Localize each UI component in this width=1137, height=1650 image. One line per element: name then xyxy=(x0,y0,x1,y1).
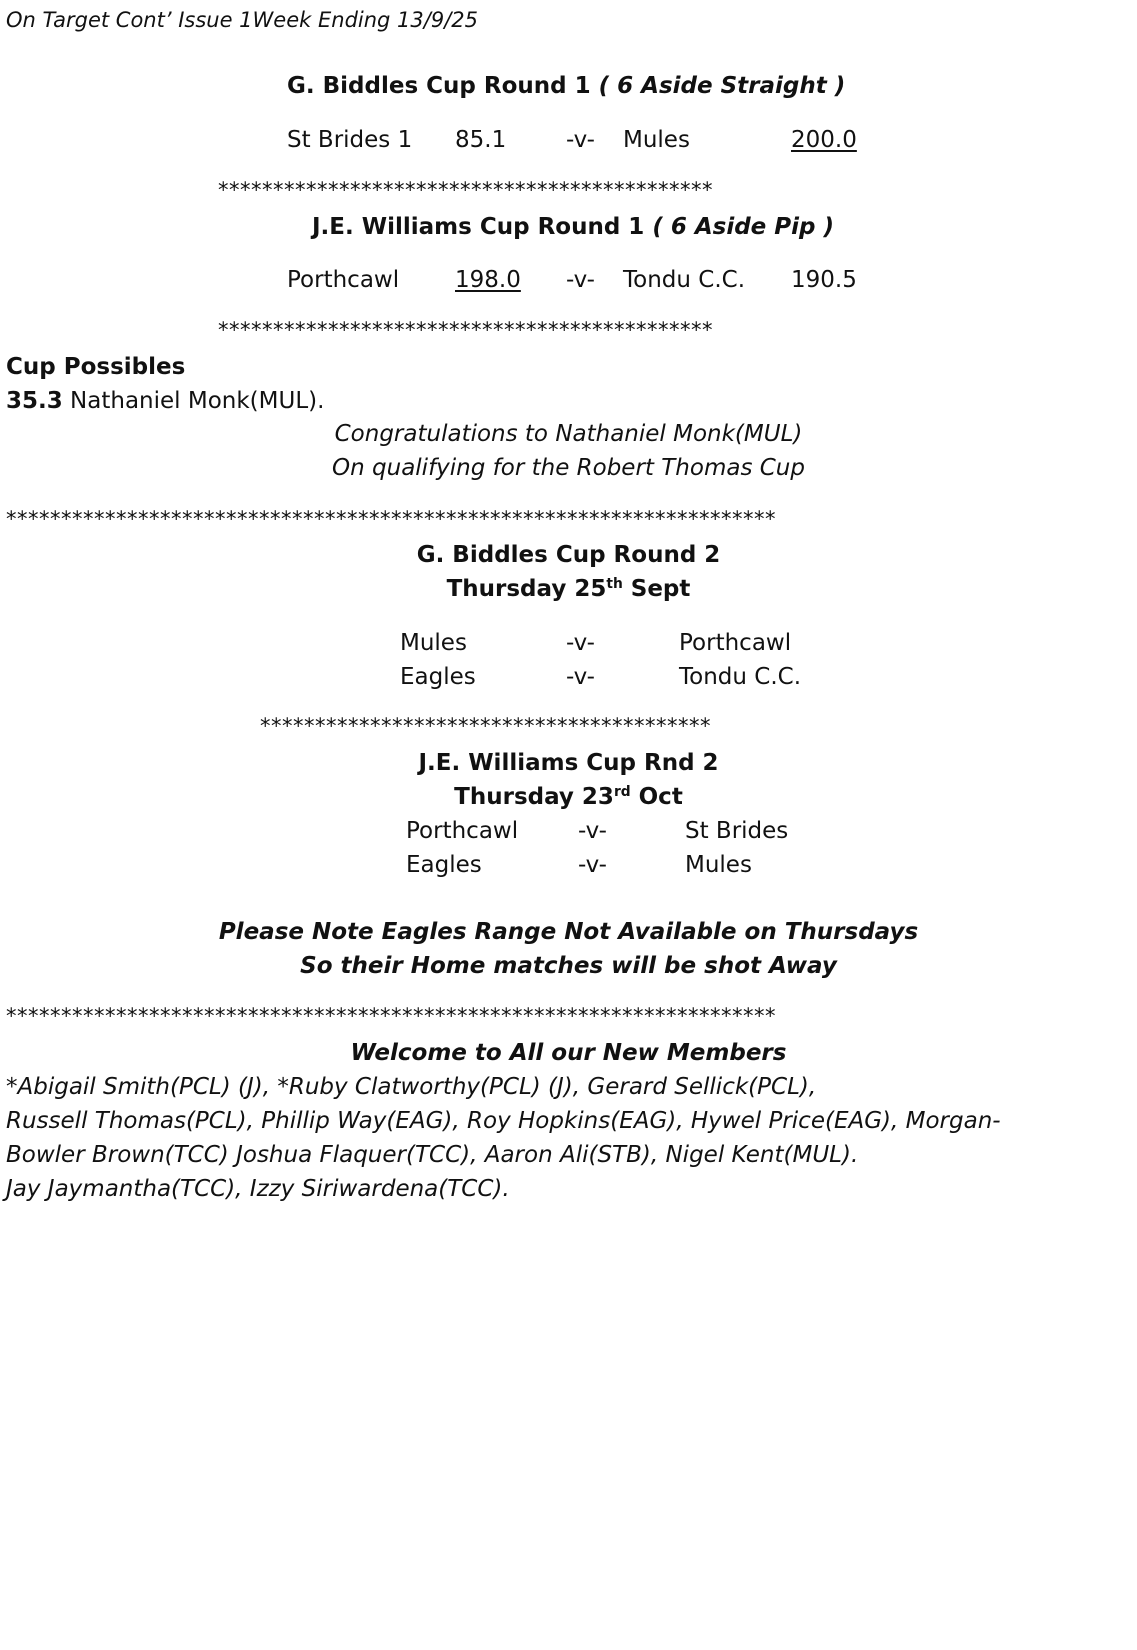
member-line: *Abigail Smith(PCL) (J), *Ruby Clatworthy(PCL) (J), Gerard Sellick(PCL), xyxy=(6,1074,817,1100)
welcome-heading: Welcome to All our New Members xyxy=(350,1040,787,1066)
fixture-vs: -v- xyxy=(566,664,595,690)
fixture-home: Eagles xyxy=(400,664,476,690)
result-score-a: 198.0 xyxy=(455,267,521,293)
cup-possibles-heading: Cup Possibles xyxy=(6,354,186,380)
notice-line: Please Note Eagles Range Not Available on Thursdays xyxy=(218,919,919,945)
round-date-month: Oct xyxy=(630,784,683,810)
fixture-away: St Brides xyxy=(685,818,789,844)
congrats-line: On qualifying for the Robert Thomas Cup xyxy=(332,455,805,481)
cup-possibles-entry xyxy=(6,388,324,414)
section-title-format: ( 6 Aside Pip ) xyxy=(652,214,835,240)
result-team-a: Porthcawl xyxy=(287,267,400,293)
fixture-away: Porthcawl xyxy=(679,630,792,656)
member-line: Bowler Brown(TCC) Joshua Flaquer(TCC), Aaron Ali(STB), Nigel Kent(MUL). xyxy=(6,1142,859,1168)
separator: ********************************************* xyxy=(218,178,713,202)
section-title-text: G. Biddles Cup Round 1 xyxy=(287,73,599,99)
section-title xyxy=(287,73,845,99)
congrats-line: Congratulations to Nathaniel Monk(MUL) xyxy=(334,421,803,447)
separator: ********************************************************************** xyxy=(6,507,776,531)
round-title: G. Biddles Cup Round 2 xyxy=(416,542,721,568)
section-title-format: ( 6 Aside Straight ) xyxy=(598,73,846,99)
separator: ********************************************************************** xyxy=(6,1004,776,1028)
fixture-home: Mules xyxy=(400,630,467,656)
member-line: Jay Jaymantha(TCC), Izzy Siriwardena(TCC). xyxy=(6,1176,510,1202)
round-date-day: Thursday 25 xyxy=(446,576,607,602)
result-team-a: St Brides 1 xyxy=(287,127,413,153)
round-date-suffix: th xyxy=(606,576,623,593)
member-line: Russell Thomas(PCL), Phillip Way(EAG), Roy Hopkins(EAG), Hywel Price(EAG), Morgan- xyxy=(6,1108,1001,1134)
possible-score: 35.3 xyxy=(6,388,63,414)
result-team-b: Mules xyxy=(623,127,690,153)
notice-line: So their Home matches will be shot Away xyxy=(300,953,837,979)
fixture-home: Eagles xyxy=(406,852,482,878)
result-score-b: 190.5 xyxy=(791,267,857,293)
possible-name: Nathaniel Monk(MUL). xyxy=(62,388,325,414)
round-title: J.E. Williams Cup Rnd 2 xyxy=(418,750,719,776)
separator: ********************************************* xyxy=(218,318,713,342)
separator: ***************************************** xyxy=(260,714,711,738)
result-vs: -v- xyxy=(566,267,595,293)
result-team-b: Tondu C.C. xyxy=(623,267,746,293)
round-date-day: Thursday 23 xyxy=(454,784,614,810)
fixture-away: Tondu C.C. xyxy=(679,664,802,690)
round-date xyxy=(0,576,1137,602)
section-title-text: J.E. Williams Cup Round 1 xyxy=(312,214,653,240)
fixture-away: Mules xyxy=(685,852,752,878)
result-vs: -v- xyxy=(566,127,595,153)
result-score-a: 85.1 xyxy=(455,127,507,153)
round-date-suffix: rd xyxy=(613,784,631,801)
fixture-vs: -v- xyxy=(578,852,607,878)
result-score-b: 200.0 xyxy=(791,127,857,153)
round-date-month: Sept xyxy=(622,576,691,602)
fixture-vs: -v- xyxy=(578,818,607,844)
fixture-home: Porthcawl xyxy=(406,818,519,844)
fixture-vs: -v- xyxy=(566,630,595,656)
page-header: On Target Cont’ Issue 1Week Ending 13/9/25 xyxy=(6,8,478,32)
round-date xyxy=(0,784,1137,810)
section-title xyxy=(312,214,834,240)
